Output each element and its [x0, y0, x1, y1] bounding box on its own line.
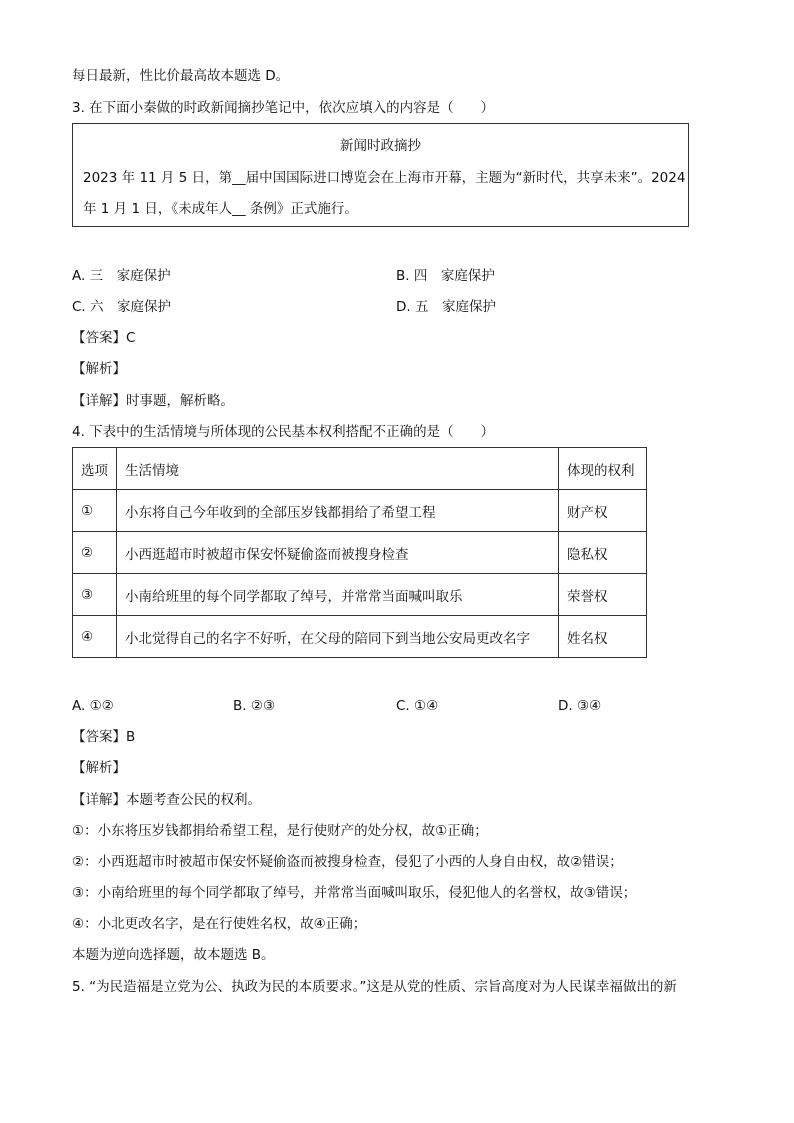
question-4-stem: 4. 下表中的生活情境与所体现的公民基本权利搭配不正确的是（ ） [72, 424, 495, 440]
table-cell: 荣誉权 [559, 574, 647, 616]
q3-option-b: B. 四 家庭保护 [396, 268, 495, 284]
table-cell: ① [73, 490, 117, 532]
table-header: 选项 [73, 448, 117, 490]
q4-detail-line: ②：小西逛超市时被超市保安怀疑偷盗而被搜身检查，侵犯了小西的人身自由权，故②错误； [72, 854, 623, 870]
q4-analysis-heading: 【解析】 [72, 760, 126, 776]
q4-option-d: D. ③④ [558, 698, 602, 714]
table-cell: 小东将自己今年收到的全部压岁钱都捐给了希望工程 [117, 490, 559, 532]
news-box-line: 年 1 月 1 日，《未成年人__ 条例》正式施行。 [83, 201, 358, 217]
q4-detail-line: ①：小东将压岁钱都捐给希望工程，是行使财产的处分权，故①正确； [72, 823, 488, 839]
question-5-stem: 5. “为民造福是立党为公、执政为民的本质要求。”这是从党的性质、宗旨高度对为人民谋幸福做出的新 [72, 979, 677, 995]
q3-answer: 【答案】C [72, 330, 136, 346]
table-cell: ③ [73, 574, 117, 616]
table-row [73, 574, 647, 616]
table-cell: ④ [73, 616, 117, 658]
table-cell: 隐私权 [559, 532, 647, 574]
text-line: 每日最新，性比价最高故本题选 D。 [72, 68, 290, 84]
news-box-line: 2023 年 11 月 5 日，第__届中国国际进口博览会在上海市开幕，主题为“新时代，共享未来”。2024 [83, 170, 686, 186]
q4-option-c: C. ①④ [396, 698, 439, 714]
q3-option-d: D. 五 家庭保护 [396, 299, 496, 315]
q3-analysis-heading: 【解析】 [72, 361, 126, 377]
q4-option-a: A. ①② [72, 698, 114, 714]
question-3-stem: 3. 在下面小秦做的时政新闻摘抄笔记中，依次应填入的内容是（ ） [72, 100, 495, 116]
q3-option-a: A. 三 家庭保护 [72, 268, 171, 284]
table-cell: 财产权 [559, 490, 647, 532]
table-row [73, 532, 647, 574]
q4-detail: 【详解】本题考查公民的权利。 [72, 792, 261, 808]
table-cell: 姓名权 [559, 616, 647, 658]
table-cell: 小西逛超市时被超市保安怀疑偷盗而被搜身检查 [117, 532, 559, 574]
q4-option-b: B. ②③ [233, 698, 276, 714]
q4-conclusion: 本题为逆向选择题，故本题选 B。 [72, 947, 275, 963]
news-excerpt-box [72, 123, 689, 227]
table-cell: ② [73, 532, 117, 574]
q4-rights-table [72, 447, 647, 658]
q4-answer: 【答案】B [72, 729, 136, 745]
q3-detail: 【详解】时事题，解析略。 [72, 393, 234, 409]
table-row [73, 616, 647, 658]
table-cell: 小北觉得自己的名字不好听，在父母的陪同下到当地公安局更改名字 [117, 616, 559, 658]
table-header-row [73, 448, 647, 490]
table-cell: 小南给班里的每个同学都取了绰号，并常常当面喊叫取乐 [117, 574, 559, 616]
table-header: 生活情境 [117, 448, 559, 490]
q3-option-c: C. 六 家庭保护 [72, 299, 172, 315]
news-box-title: 新闻时政摘抄 [340, 138, 421, 154]
q4-detail-line: ③：小南给班里的每个同学都取了绰号，并常常当面喊叫取乐，侵犯他人的名誉权，故③错误； [72, 885, 637, 901]
q4-detail-line: ④：小北更改名字，是在行使姓名权，故④正确； [72, 916, 367, 932]
table-row [73, 490, 647, 532]
table-header: 体现的权利 [559, 448, 647, 490]
